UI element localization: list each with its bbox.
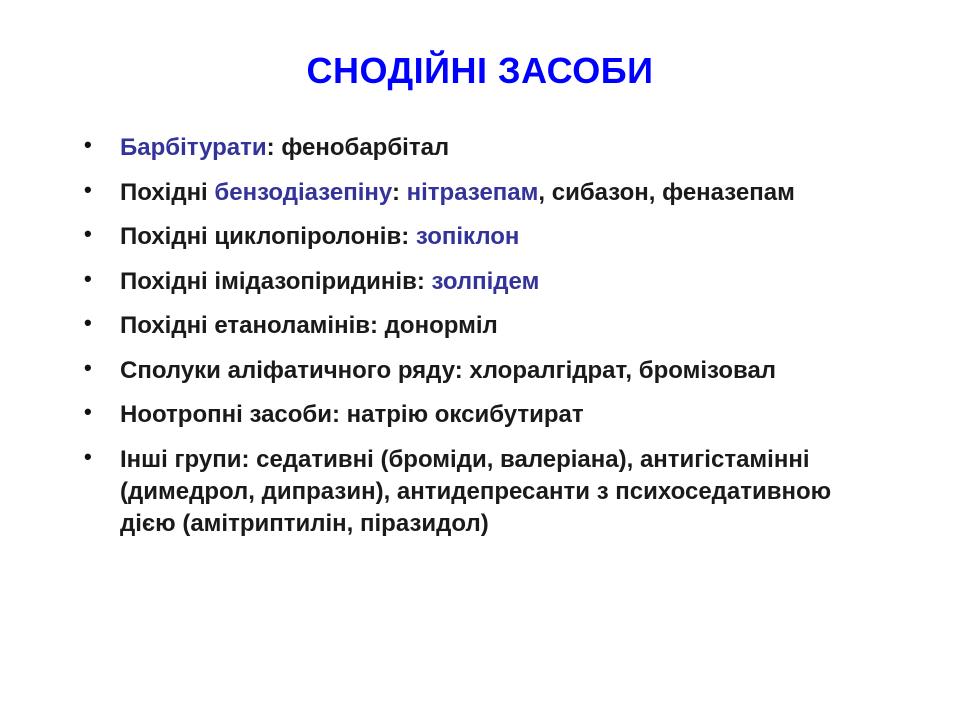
- item-segment: нітразепам: [406, 178, 539, 206]
- item-segment: Похідні: [120, 178, 215, 206]
- list-item: [80, 266, 840, 298]
- item-segment: золпідем: [431, 267, 540, 295]
- item-segment: Похідні етаноламінів: донорміл: [120, 312, 498, 339]
- bullet-dot-icon: •: [84, 265, 92, 291]
- slide-title: СНОДІЙНІ ЗАСОБИ: [306, 50, 654, 91]
- list-item: [80, 399, 840, 431]
- list-item: [80, 444, 840, 540]
- item-segment: : фенобарбітал: [266, 134, 450, 161]
- list-item: [80, 310, 840, 342]
- list-item: [80, 132, 840, 164]
- bullet-dot-icon: •: [84, 354, 92, 380]
- bullet-dot-icon: •: [84, 132, 92, 157]
- bullet-dot-icon: •: [84, 310, 92, 335]
- item-segment: Барбітурати: [120, 134, 267, 161]
- item-segment: Похідні циклопіролонів:: [120, 223, 416, 250]
- item-segment: Ноотропні засоби: натрію оксибутират: [120, 401, 584, 428]
- item-segment: , сибазон, феназепам: [538, 178, 795, 206]
- list-item: [80, 355, 840, 387]
- bullet-dot-icon: •: [84, 176, 92, 202]
- list-item: [80, 177, 840, 209]
- item-segment: Похідні імідазопіридинів:: [120, 267, 432, 295]
- list-item: [80, 221, 840, 253]
- item-segment: Сполуки аліфатичного ряду: хлоралгідрат, бромізовал: [120, 356, 777, 384]
- item-segment: :: [391, 178, 407, 206]
- bullet-list: [80, 132, 840, 552]
- item-segment: Інші групи: седативні (броміди, валеріана), антигістамінні (димедрол, дипразин), антидепресанти з психоседативною дією (амітриптилін, піразидол): [120, 445, 832, 537]
- bullet-dot-icon: •: [84, 443, 92, 469]
- bullet-dot-icon: •: [84, 399, 92, 424]
- item-segment: зопіклон: [415, 223, 520, 250]
- bullet-dot-icon: •: [84, 221, 92, 246]
- item-segment: бензодіазепіну: [214, 178, 392, 206]
